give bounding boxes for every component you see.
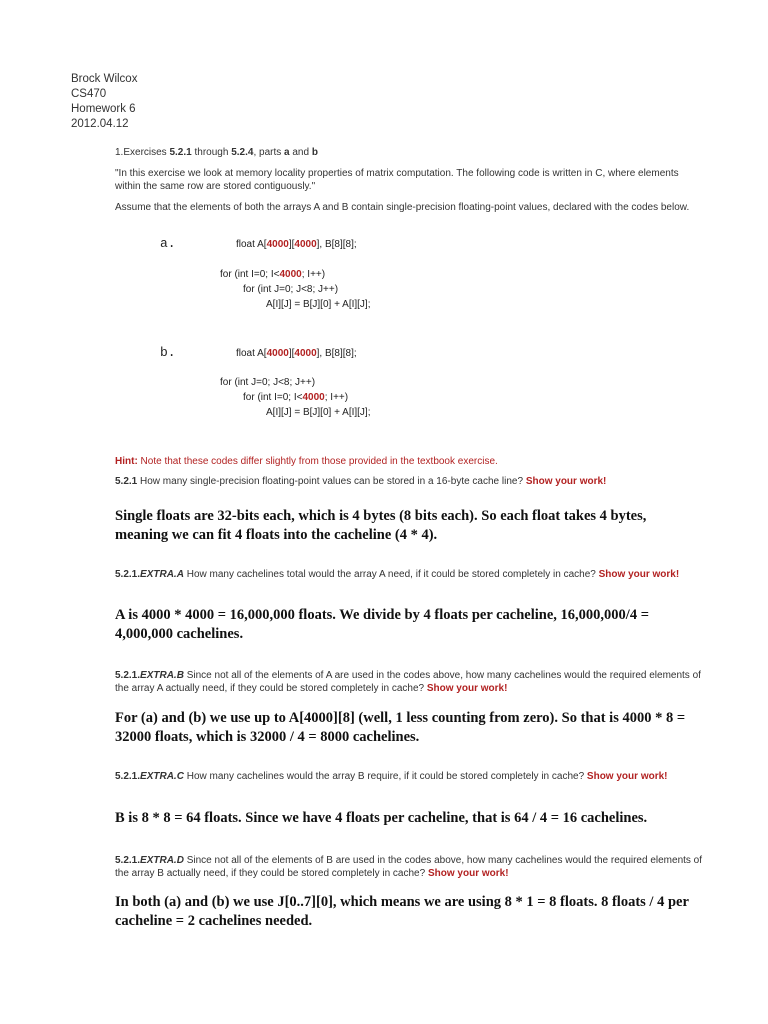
author-header — [71, 72, 137, 132]
code-a-assignment: A[I][J] = B[J][0] + A[I][J]; — [266, 299, 371, 310]
assignment-title: Homework 6 — [71, 103, 136, 115]
hint-text: Hint: Note that these codes differ slightly from those provided in the textbook exercise. — [115, 456, 498, 467]
assumption-text: Assume that the elements of both the arrays A and B contain single-precision floating-point values, declared with the codes below. — [115, 202, 690, 213]
code-a-outer-loop: for (int I=0; I<4000; I++) — [220, 269, 326, 280]
exercise-intro: 1.Exercises 5.2.1 through 5.2.4, parts a and b — [115, 147, 318, 158]
show-your-work-note: Show your work! — [525, 476, 607, 487]
code-a-declaration: float A[4000][4000], B[8][8]; — [236, 239, 357, 250]
code-b-label: b. — [160, 345, 176, 360]
answer-extra-b: For (a) and (b) we use up to A[4000][8] (well, 1 less counting from zero). So that is 4000 * 8 = 32000 floats, which is 32000 / 4 = 8000 cachelines. — [115, 710, 686, 745]
show-your-work-note: Show your work! — [598, 569, 680, 580]
question-extra-b: 5.2.1.EXTRA.B Since not all of the elements of A are used in the codes above, how many cachelines would the required elements of the array A actually need, if they could be stored completely in cache? Show your work! — [115, 670, 701, 694]
code-a-label: a. — [160, 236, 176, 251]
question-extra-d: 5.2.1.EXTRA.D Since not all of the elements of B are used in the codes above, how many cachelines would the required elements of the array B actually need, if they could be stored completely in cache? Show your work! — [115, 855, 703, 879]
code-b-declaration: float A[4000][4000], B[8][8]; — [236, 348, 357, 359]
course-code: CS470 — [71, 88, 107, 100]
show-your-work-note: Show your work! — [586, 771, 668, 782]
show-your-work-note: Show your work! — [427, 868, 509, 879]
assignment-date: 2012.04.12 — [71, 118, 129, 130]
author-name: Brock Wilcox — [71, 73, 138, 85]
show-your-work-note: Show your work! — [426, 683, 508, 694]
answer-extra-a: A is 4000 * 4000 = 16,000,000 floats. We divide by 4 floats per cacheline, 16,000,000/4 = 4,000,000 cachelines. — [115, 607, 649, 642]
answer-extra-c: B is 8 * 8 = 64 floats. Since we have 4 floats per cacheline, that is 64 / 4 = 16 cachelines. — [115, 810, 648, 826]
code-a-inner-loop: for (int J=0; J<8; J++) — [243, 284, 339, 295]
answer-extra-d: In both (a) and (b) we use J[0..7][0], which means we are using 8 * 1 = 8 floats. 8 floats / 4 per cacheline = 2 cachelines needed. — [115, 894, 689, 929]
question-extra-c: 5.2.1.EXTRA.C How many cachelines would the array B require, if it could be stored completely in cache? Show your work! — [115, 771, 668, 782]
exercise-quote: "In this exercise we look at memory locality properties of matrix computation. The following code is written in C, where elements within the same row are stored contiguously." — [115, 168, 679, 192]
code-b-outer-loop: for (int J=0; J<8; J++) — [220, 377, 316, 388]
question-5-2-1: 5.2.1 How many single-precision floating-point values can be stored in a 16-byte cache line? Show your work! — [115, 476, 607, 487]
question-extra-a: 5.2.1.EXTRA.A How many cachelines total would the array A need, if it could be stored completely in cache? Show your work! — [115, 569, 680, 580]
code-b-assignment: A[I][J] = B[J][0] + A[I][J]; — [266, 407, 371, 418]
answer-5-2-1: Single floats are 32-bits each, which is 4 bytes (8 bits each). So each float takes 4 bytes, meaning we can fit 4 floats into the cacheline (4 * 4). — [115, 508, 647, 543]
code-b-inner-loop: for (int I=0; I<4000; I++) — [243, 392, 349, 403]
